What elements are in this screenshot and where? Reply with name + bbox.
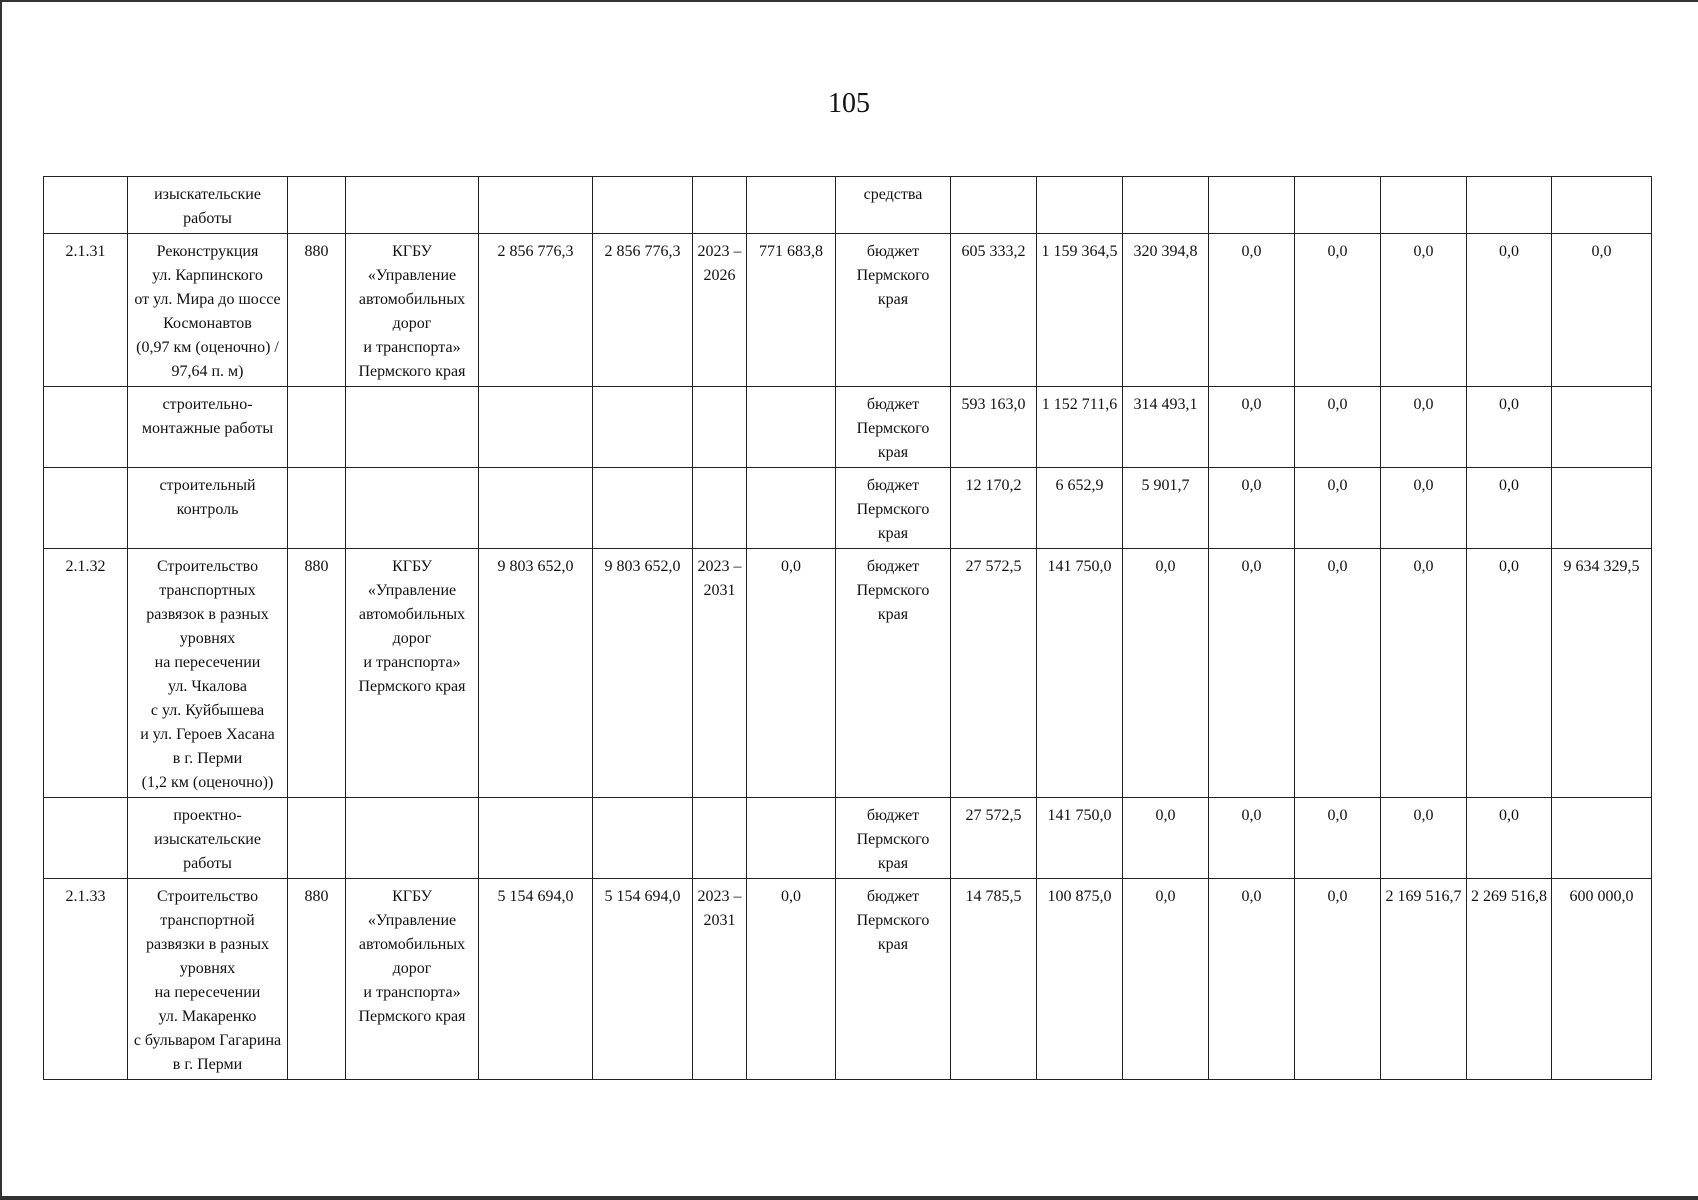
budget-table <box>43 176 1652 1080</box>
cost-total-cell: 9 803 652,0 <box>593 549 693 798</box>
year-8-cell <box>1552 798 1652 879</box>
year-8-cell <box>1552 387 1652 468</box>
prior-funding-cell <box>747 468 836 549</box>
scan-frame-bottom <box>0 1196 1698 1200</box>
prior-funding-cell <box>747 177 836 234</box>
year-5-cell: 0,0 <box>1295 468 1381 549</box>
year-6-cell: 0,0 <box>1381 234 1467 387</box>
funding-source-cell: бюджет Пермского края <box>836 798 951 879</box>
executor-cell <box>346 798 479 879</box>
cost-total-cell <box>593 177 693 234</box>
year-8-cell: 9 634 329,5 <box>1552 549 1652 798</box>
year-2-cell: 1 159 364,5 <box>1037 234 1123 387</box>
year-8-cell <box>1552 177 1652 234</box>
table-row <box>44 549 1652 798</box>
year-3-cell: 5 901,7 <box>1123 468 1209 549</box>
period-cell <box>693 468 747 549</box>
scan-frame-left <box>0 0 2 1200</box>
year-2-cell: 100 875,0 <box>1037 879 1123 1080</box>
item-number-cell: 2.1.32 <box>44 549 128 798</box>
table-row <box>44 234 1652 387</box>
year-8-cell <box>1552 468 1652 549</box>
cost-cell: 2 856 776,3 <box>479 234 593 387</box>
year-4-cell: 0,0 <box>1209 234 1295 387</box>
item-number-cell <box>44 468 128 549</box>
executor-cell: КГБУ «Управление автомобильных дорог и транспорта» Пермского края <box>346 234 479 387</box>
year-6-cell <box>1381 177 1467 234</box>
year-6-cell: 0,0 <box>1381 387 1467 468</box>
item-number-cell <box>44 798 128 879</box>
year-6-cell: 0,0 <box>1381 549 1467 798</box>
year-6-cell: 2 169 516,7 <box>1381 879 1467 1080</box>
year-8-cell: 0,0 <box>1552 234 1652 387</box>
item-name-cell: проектно- изыскательские работы <box>128 798 288 879</box>
year-7-cell: 0,0 <box>1467 798 1552 879</box>
funding-source-cell: бюджет Пермского края <box>836 387 951 468</box>
table-row <box>44 387 1652 468</box>
cost-cell <box>479 798 593 879</box>
scan-frame-top <box>0 0 1698 2</box>
item-name-cell: строительно- монтажные работы <box>128 387 288 468</box>
year-7-cell: 2 269 516,8 <box>1467 879 1552 1080</box>
item-number-cell: 2.1.33 <box>44 879 128 1080</box>
year-4-cell: 0,0 <box>1209 798 1295 879</box>
item-name-cell: строительный контроль <box>128 468 288 549</box>
year-1-cell: 27 572,5 <box>951 798 1037 879</box>
code-cell: 880 <box>288 879 346 1080</box>
cost-cell <box>479 468 593 549</box>
year-3-cell: 320 394,8 <box>1123 234 1209 387</box>
funding-source-cell: бюджет Пермского края <box>836 879 951 1080</box>
year-5-cell: 0,0 <box>1295 879 1381 1080</box>
year-2-cell: 141 750,0 <box>1037 798 1123 879</box>
year-7-cell <box>1467 177 1552 234</box>
period-cell <box>693 798 747 879</box>
year-4-cell <box>1209 177 1295 234</box>
year-5-cell: 0,0 <box>1295 798 1381 879</box>
cost-total-cell: 5 154 694,0 <box>593 879 693 1080</box>
executor-cell <box>346 468 479 549</box>
table-row <box>44 468 1652 549</box>
funding-source-cell: бюджет Пермского края <box>836 468 951 549</box>
table-row <box>44 177 1652 234</box>
year-1-cell: 605 333,2 <box>951 234 1037 387</box>
cost-total-cell <box>593 468 693 549</box>
year-2-cell <box>1037 177 1123 234</box>
code-cell <box>288 798 346 879</box>
period-cell: 2023 – 2031 <box>693 879 747 1080</box>
code-cell <box>288 387 346 468</box>
item-number-cell <box>44 387 128 468</box>
item-name-cell: Строительство транспортных развязок в разных уровнях на пересечении ул. Чкалова с ул. Куйбышева и ул. Героев Хасана в г. Перми (1,2 км (оценочно)) <box>128 549 288 798</box>
year-1-cell: 593 163,0 <box>951 387 1037 468</box>
executor-cell <box>346 177 479 234</box>
prior-funding-cell <box>747 798 836 879</box>
year-5-cell: 0,0 <box>1295 549 1381 798</box>
year-3-cell: 0,0 <box>1123 549 1209 798</box>
period-cell: 2023 – 2031 <box>693 549 747 798</box>
prior-funding-cell: 771 683,8 <box>747 234 836 387</box>
year-5-cell <box>1295 177 1381 234</box>
prior-funding-cell: 0,0 <box>747 549 836 798</box>
year-4-cell: 0,0 <box>1209 879 1295 1080</box>
year-7-cell: 0,0 <box>1467 234 1552 387</box>
year-7-cell: 0,0 <box>1467 387 1552 468</box>
year-8-cell: 600 000,0 <box>1552 879 1652 1080</box>
year-3-cell <box>1123 177 1209 234</box>
year-1-cell <box>951 177 1037 234</box>
year-7-cell: 0,0 <box>1467 549 1552 798</box>
year-4-cell: 0,0 <box>1209 468 1295 549</box>
year-3-cell: 314 493,1 <box>1123 387 1209 468</box>
year-3-cell: 0,0 <box>1123 879 1209 1080</box>
prior-funding-cell: 0,0 <box>747 879 836 1080</box>
item-number-cell: 2.1.31 <box>44 234 128 387</box>
code-cell: 880 <box>288 234 346 387</box>
page-number: 105 <box>828 88 870 119</box>
period-cell <box>693 387 747 468</box>
year-5-cell: 0,0 <box>1295 387 1381 468</box>
executor-cell: КГБУ «Управление автомобильных дорог и транспорта» Пермского края <box>346 879 479 1080</box>
code-cell <box>288 177 346 234</box>
year-2-cell: 141 750,0 <box>1037 549 1123 798</box>
period-cell: 2023 – 2026 <box>693 234 747 387</box>
item-name-cell: Реконструкция ул. Карпинского от ул. Мира до шоссе Космонавтов (0,97 км (оценочно) / 97,64 п. м) <box>128 234 288 387</box>
table-row <box>44 798 1652 879</box>
year-7-cell: 0,0 <box>1467 468 1552 549</box>
budget-table-body <box>44 177 1652 1080</box>
year-1-cell: 14 785,5 <box>951 879 1037 1080</box>
cost-cell: 5 154 694,0 <box>479 879 593 1080</box>
year-1-cell: 27 572,5 <box>951 549 1037 798</box>
funding-source-cell: бюджет Пермского края <box>836 234 951 387</box>
funding-source-cell: средства <box>836 177 951 234</box>
funding-source-cell: бюджет Пермского края <box>836 549 951 798</box>
code-cell: 880 <box>288 549 346 798</box>
year-6-cell: 0,0 <box>1381 468 1467 549</box>
period-cell <box>693 177 747 234</box>
year-6-cell: 0,0 <box>1381 798 1467 879</box>
item-name-cell: изыскательские работы <box>128 177 288 234</box>
executor-cell <box>346 387 479 468</box>
year-1-cell: 12 170,2 <box>951 468 1037 549</box>
year-2-cell: 1 152 711,6 <box>1037 387 1123 468</box>
cost-total-cell: 2 856 776,3 <box>593 234 693 387</box>
cost-total-cell <box>593 387 693 468</box>
year-5-cell: 0,0 <box>1295 234 1381 387</box>
cost-cell <box>479 387 593 468</box>
year-4-cell: 0,0 <box>1209 549 1295 798</box>
item-number-cell <box>44 177 128 234</box>
code-cell <box>288 468 346 549</box>
item-name-cell: Строительство транспортной развязки в разных уровнях на пересечении ул. Макаренко с бульваром Гагарина в г. Перми <box>128 879 288 1080</box>
year-2-cell: 6 652,9 <box>1037 468 1123 549</box>
cost-cell: 9 803 652,0 <box>479 549 593 798</box>
executor-cell: КГБУ «Управление автомобильных дорог и транспорта» Пермского края <box>346 549 479 798</box>
cost-cell <box>479 177 593 234</box>
year-3-cell: 0,0 <box>1123 798 1209 879</box>
year-4-cell: 0,0 <box>1209 387 1295 468</box>
table-row <box>44 879 1652 1080</box>
prior-funding-cell <box>747 387 836 468</box>
cost-total-cell <box>593 798 693 879</box>
